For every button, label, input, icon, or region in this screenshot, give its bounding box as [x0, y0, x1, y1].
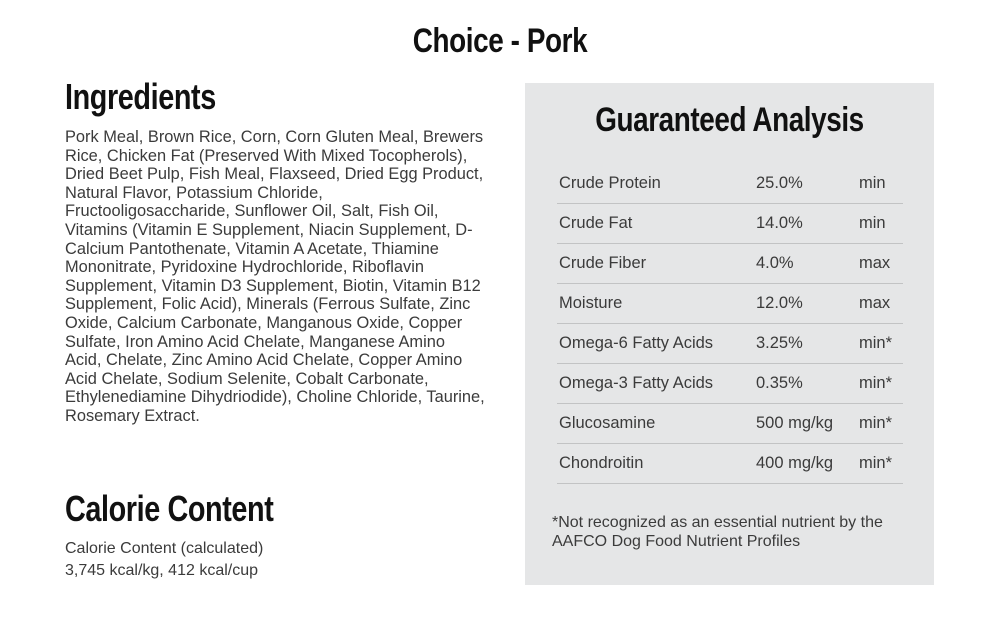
nutrient-qualifier: max: [859, 284, 903, 324]
analysis-heading: Guaranteed Analysis: [595, 101, 864, 139]
nutrient-qualifier: min*: [859, 404, 903, 444]
guaranteed-analysis-panel: [525, 83, 934, 585]
nutrient-value: 3.25%: [756, 324, 859, 364]
page-title: Choice - Pork: [412, 22, 588, 60]
ingredients-text: Pork Meal, Brown Rice, Corn, Corn Gluten Meal, Brewers Rice, Chicken Fat (Preserved With Mixed Tocopherols), Dried Beet Pulp, Fish Meal, Flaxseed, Dried Egg Product, Natural Flavor, Potassium Chloride, Fructooligosaccharide, Sunflower Oil, Salt, Fish Oil, Vitamins (Vitamin E Supplement, Niacin Supplement, D-Calcium Pantothenate, Vitamin A Acetate, Thiamine Mononitrate, Pyridoxine Hydrochloride, Riboflavin Supplement, Vitamin D3 Supplement, Biotin, Vitamin B12 Supplement, Folic Acid), Minerals (Ferrous Sulfate, Zinc Oxide, Calcium Carbonate, Manganous Oxide, Copper Sulfate, Iron Amino Acid Chelate, Manganese Amino Acid, Chelate, Zinc Amino Acid Chelate, Copper Amino Acid Chelate, Sodium Selenite, Cobalt Carbonate, Ethylenediamine Dihydriodide), Choline Chloride, Taurine, Rosemary Extract.: [65, 128, 485, 425]
nutrient-name: Omega-6 Fatty Acids: [557, 324, 756, 364]
nutrient-qualifier: min: [859, 164, 903, 204]
table-row: [557, 444, 903, 484]
calorie-heading: Calorie Content: [65, 488, 274, 529]
nutrient-qualifier: min*: [859, 364, 903, 404]
nutrient-value: 25.0%: [756, 164, 859, 204]
calorie-values: 3,745 kcal/kg, 412 kcal/cup: [65, 562, 259, 579]
nutrient-value: 12.0%: [756, 284, 859, 324]
nutrient-qualifier: min: [859, 204, 903, 244]
nutrient-name: Chondroitin: [557, 444, 756, 484]
nutrient-name: Crude Fat: [557, 204, 756, 244]
table-row: [557, 164, 903, 204]
calorie-label: Calorie Content (calculated): [65, 540, 264, 557]
nutrient-name: Glucosamine: [557, 404, 756, 444]
nutrient-name: Moisture: [557, 284, 756, 324]
nutrient-value: 400 mg/kg: [756, 444, 859, 484]
table-row: [557, 364, 903, 404]
nutrient-name: Crude Protein: [557, 164, 756, 204]
table-row: [557, 404, 903, 444]
nutrient-name: Omega-3 Fatty Acids: [557, 364, 756, 404]
nutrient-value: 0.35%: [756, 364, 859, 404]
nutrient-qualifier: min*: [859, 324, 903, 364]
nutrient-name: Crude Fiber: [557, 244, 756, 284]
nutrient-qualifier: min*: [859, 444, 903, 484]
nutrient-qualifier: max: [859, 244, 903, 284]
table-row: [557, 284, 903, 324]
table-row: [557, 244, 903, 284]
table-row: [557, 324, 903, 364]
table-row: [557, 204, 903, 244]
analysis-table: [557, 164, 903, 484]
analysis-footnote: *Not recognized as an essential nutrient by the AAFCO Dog Food Nutrient Profiles: [552, 514, 883, 550]
nutrient-value: 500 mg/kg: [756, 404, 859, 444]
nutrient-value: 4.0%: [756, 244, 859, 284]
nutrient-value: 14.0%: [756, 204, 859, 244]
ingredients-heading: Ingredients: [65, 76, 216, 117]
